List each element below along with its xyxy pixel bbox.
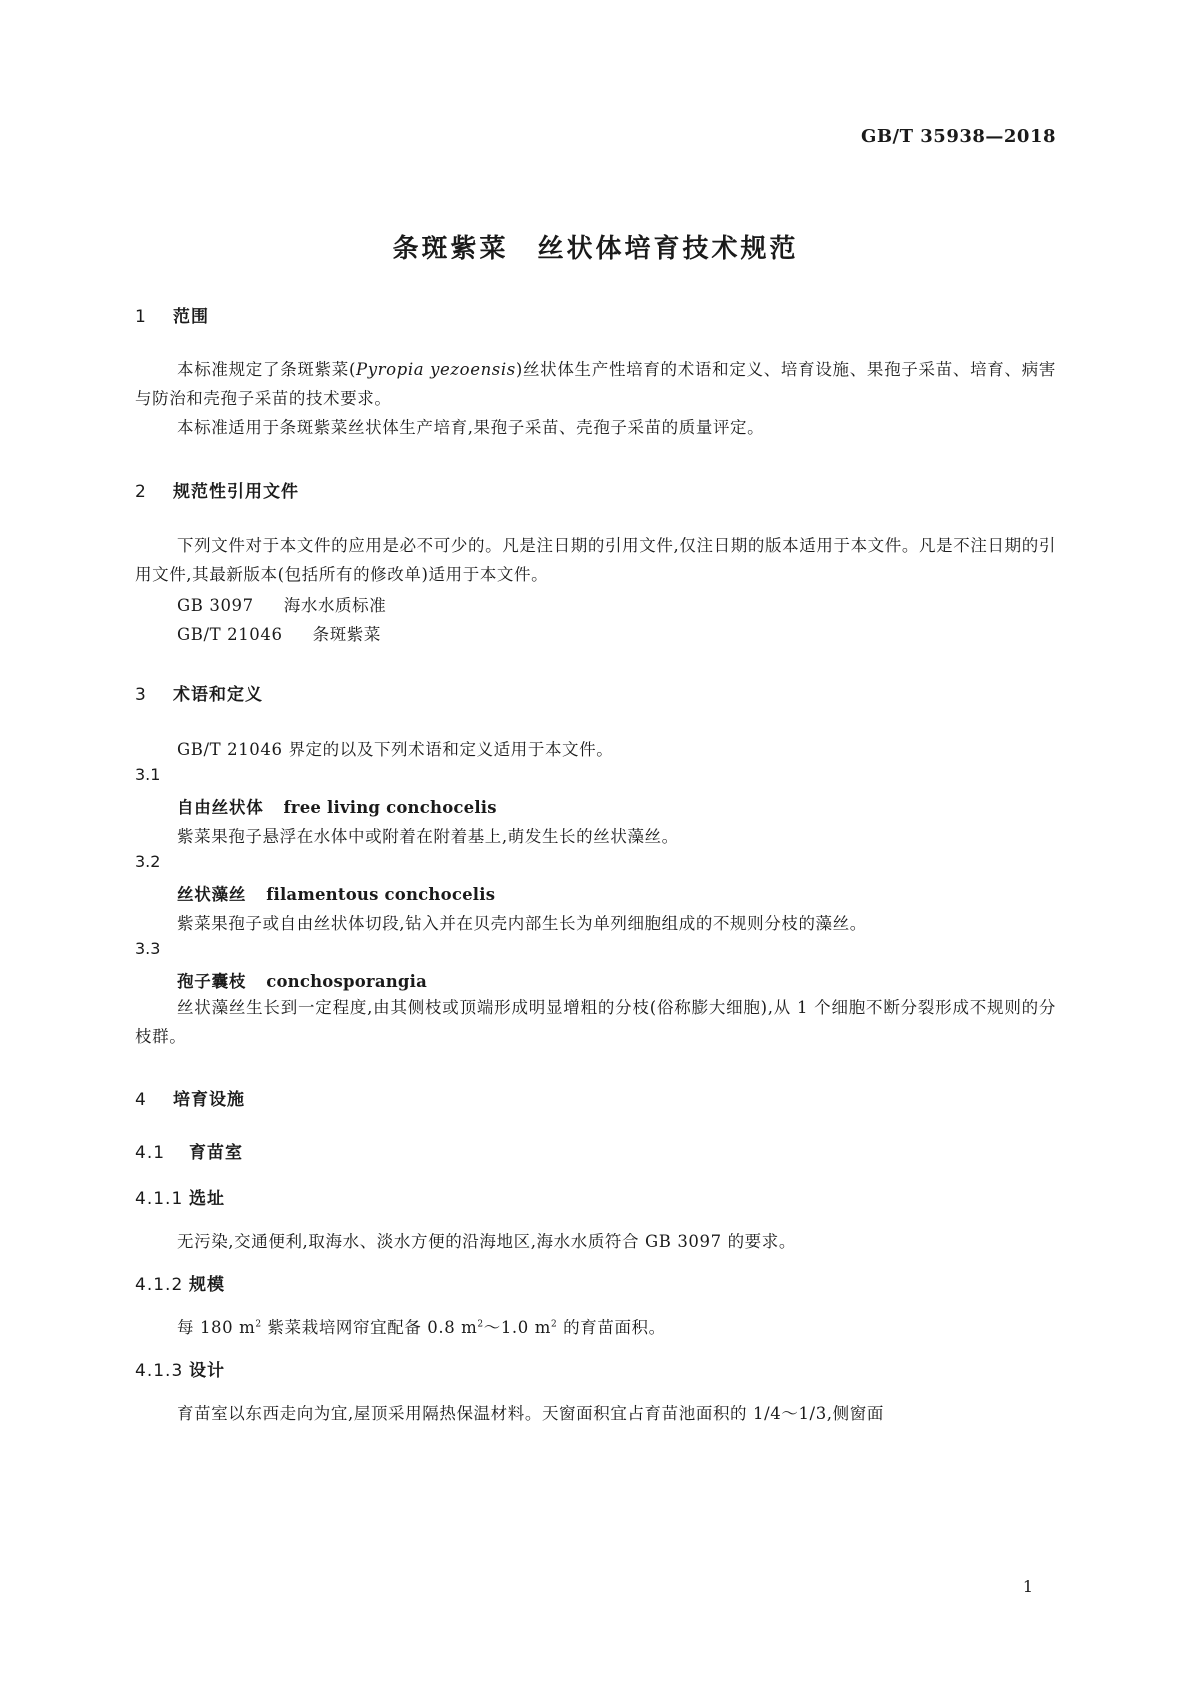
reference-code: GB 3097 xyxy=(177,596,254,615)
subsection-4-1-2-heading xyxy=(135,1270,225,1295)
term-number: 3.2 xyxy=(135,852,161,871)
term-zh: 丝状藻丝 xyxy=(177,885,247,904)
term-heading xyxy=(177,968,427,992)
section-title: 选址 xyxy=(189,1189,225,1209)
text-run: ～1.0 m xyxy=(483,1318,551,1337)
section-2-heading xyxy=(135,477,299,502)
section-1-paragraph-1 xyxy=(135,355,1056,413)
subsection-4-1-1-heading xyxy=(135,1184,225,1209)
text-run: )丝状体生产性培育的术语和定义、培育设施、果孢子采苗、培育、病害与防治和壳孢子采苗的技术要求。 xyxy=(135,360,1056,408)
term-heading xyxy=(177,881,495,905)
term-definition: 紫菜果孢子或自由丝状体切段,钻入并在贝壳内部生长为单列细胞组成的不规则分枝的藻丝。 xyxy=(177,914,867,933)
section-title: 培育设施 xyxy=(173,1090,245,1110)
subsection-4-1-heading xyxy=(135,1138,243,1163)
subsection-4-1-2-text xyxy=(177,1314,666,1338)
section-1-paragraph-2: 本标准适用于条斑紫菜丝状体生产培育,果孢子采苗、壳孢子采苗的质量评定。 xyxy=(177,418,765,437)
term-definition: 丝状藻丝生长到一定程度,由其侧枝或顶端形成明显增粗的分枝(俗称膨大细胞),从 1 个细胞不断分裂形成不规则的分枝群。 xyxy=(135,998,1056,1046)
term-zh: 自由丝状体 xyxy=(177,798,264,817)
superscript: 2 xyxy=(550,1319,558,1330)
section-2-paragraph-1: 下列文件对于本文件的应用是必不可少的。凡是注日期的引用文件,仅注日期的版本适用于本文件。凡是不注日期的引用文件,其最新版本(包括所有的修改单)适用于本文件。 xyxy=(135,536,1056,584)
latin-name: Pyropia yezoensis xyxy=(356,360,516,379)
term-en: free living conchocelis xyxy=(283,798,497,817)
reference-code: GB/T 21046 xyxy=(177,625,283,644)
section-number: 4.1.1 xyxy=(135,1189,184,1209)
term-heading xyxy=(177,794,497,818)
section-number: 4.1.3 xyxy=(135,1361,184,1381)
subsection-4-1-3-text: 育苗室以东西走向为宜,屋顶采用隔热保温材料。天窗面积宜占育苗池面积的 1/4～1/3,侧窗面 xyxy=(177,1404,884,1423)
reference-name: 海水水质标准 xyxy=(283,596,387,615)
document-title: 条斑紫菜 丝状体培育技术规范 xyxy=(392,234,799,264)
superscript: 2 xyxy=(255,1319,262,1330)
standard-code: GB/T 35938—2018 xyxy=(860,126,1056,147)
reference-name: 条斑紫菜 xyxy=(312,625,382,644)
term-number: 3.1 xyxy=(135,765,161,784)
section-number: 2 xyxy=(135,482,147,502)
section-1-heading xyxy=(135,302,209,327)
term-zh: 孢子囊枝 xyxy=(177,972,247,991)
section-number: 1 xyxy=(135,307,147,327)
term-en: filamentous conchocelis xyxy=(266,885,496,904)
section-title: 规模 xyxy=(189,1275,225,1295)
section-3-intro: GB/T 21046 界定的以及下列术语和定义适用于本文件。 xyxy=(177,740,614,759)
section-number: 4 xyxy=(135,1090,147,1110)
section-title: 术语和定义 xyxy=(173,685,263,705)
subsection-4-1-1-text: 无污染,交通便利,取海水、淡水方便的沿海地区,海水水质符合 GB 3097 的要求。 xyxy=(177,1232,796,1251)
section-number: 4.1 xyxy=(135,1143,166,1163)
page-number: 1 xyxy=(1022,1577,1033,1596)
section-title: 设计 xyxy=(189,1361,225,1381)
section-number: 3 xyxy=(135,685,147,705)
subsection-4-1-3-heading xyxy=(135,1356,225,1381)
section-title: 规范性引用文件 xyxy=(173,482,299,502)
normative-reference xyxy=(177,621,381,645)
section-3-heading xyxy=(135,680,263,705)
term-number: 3.3 xyxy=(135,939,161,958)
text-run: 本标准规定了条斑紫菜( xyxy=(177,360,357,379)
text-run: 的育苗面积。 xyxy=(557,1318,666,1337)
section-4-heading xyxy=(135,1085,245,1110)
text-run: 紫菜栽培网帘宜配备 0.8 m xyxy=(261,1318,478,1337)
superscript: 2 xyxy=(477,1319,484,1330)
section-title: 范围 xyxy=(173,307,209,327)
term-en: conchosporangia xyxy=(266,972,428,991)
term-definition: 紫菜果孢子悬浮在水体中或附着在附着基上,萌发生长的丝状藻丝。 xyxy=(177,827,679,846)
section-number: 4.1.2 xyxy=(135,1275,184,1295)
text-run: 每 180 m xyxy=(177,1318,256,1337)
normative-reference xyxy=(177,592,386,616)
section-title: 育苗室 xyxy=(189,1143,243,1163)
